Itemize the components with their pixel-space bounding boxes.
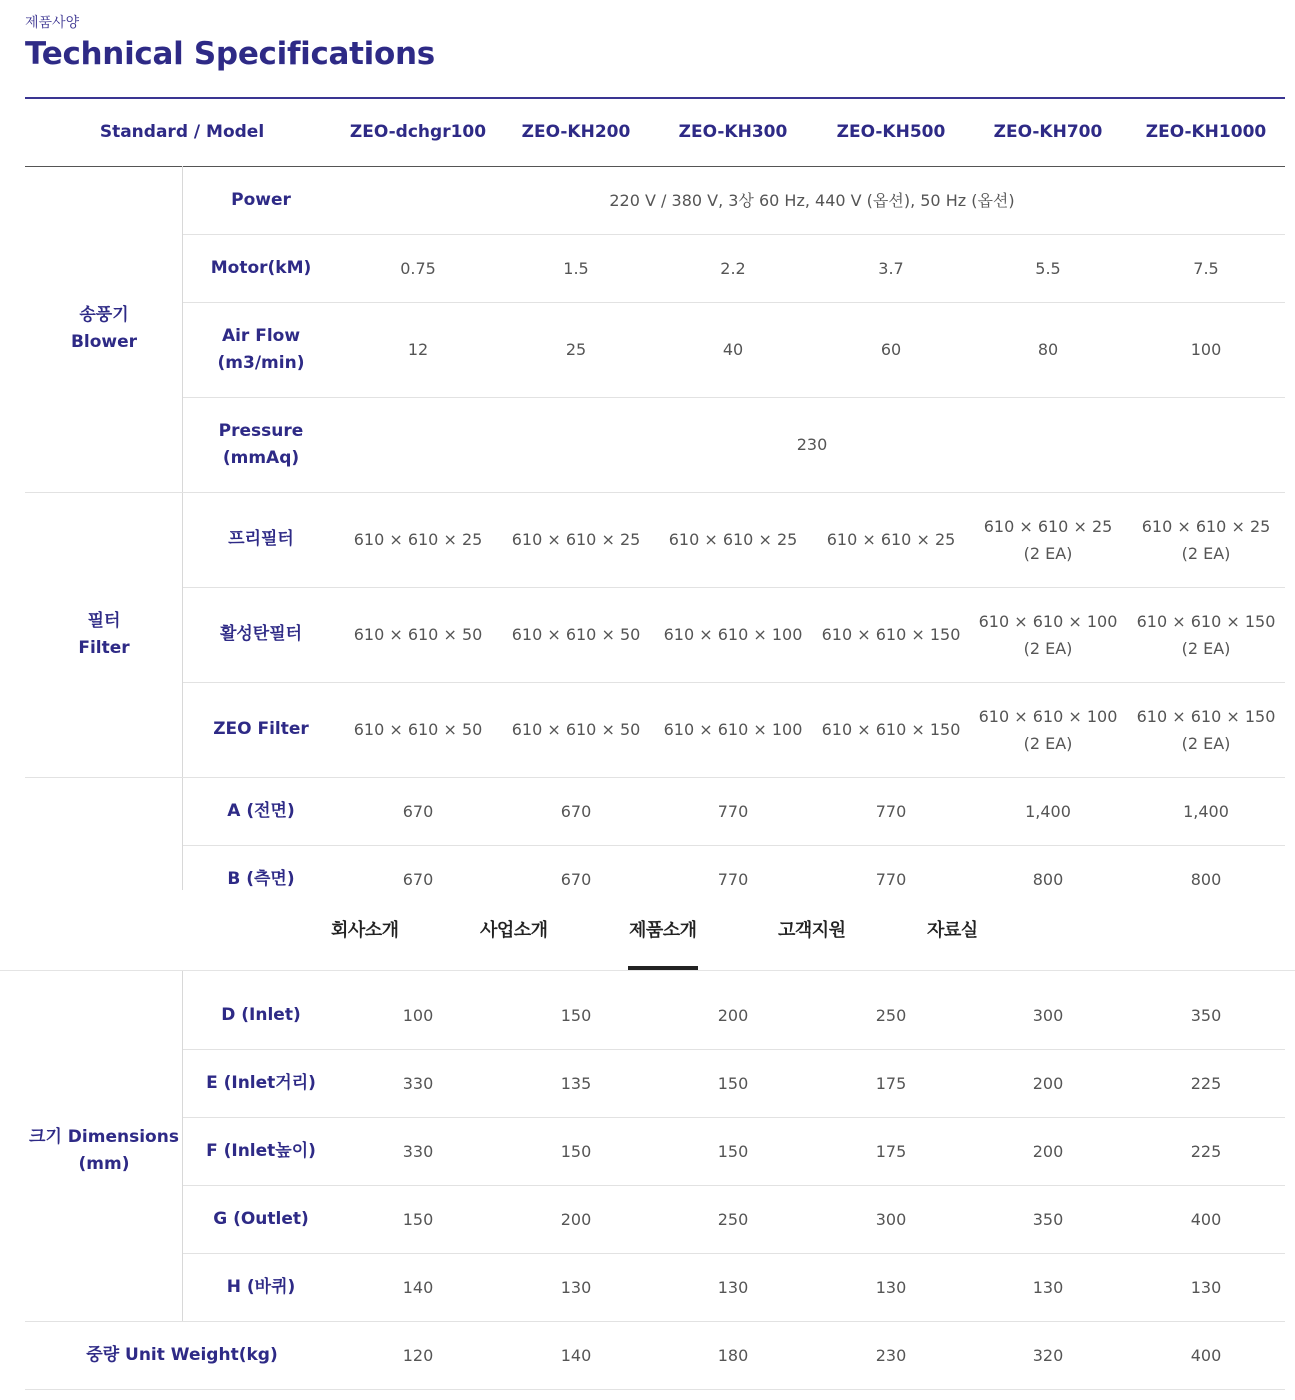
table-cell: 200 (717, 1005, 749, 1025)
table-cell: 7.5 (1193, 258, 1219, 278)
page-kicker: 제품사양 (25, 15, 80, 31)
table-cell: 300 (1032, 1005, 1064, 1025)
table-cell: 320 (1032, 1345, 1064, 1365)
table-cell: 610 × 610 × 150 (2 EA) (1136, 706, 1276, 753)
table-cell: 1,400 (1025, 801, 1071, 821)
table-cell: 610 × 610 × 100 (2 EA) (978, 706, 1118, 753)
table-cell: 130 (1190, 1277, 1222, 1297)
row-span-value: 220 V / 380 V, 3상 60 Hz, 440 V (옵션), 50 Hz (옵션) (609, 190, 1015, 210)
table-cell: 610 × 610 × 25 (2 EA) (983, 516, 1113, 563)
table-cell: 610 × 610 × 100 (663, 625, 803, 644)
table-cell: 250 (875, 1005, 907, 1025)
table-cell: 610 × 610 × 50 (511, 625, 641, 644)
table-cell: 225 (1190, 1073, 1222, 1093)
table-cell: 770 (717, 801, 749, 821)
table-cell: 180 (717, 1345, 749, 1365)
row-label: E (Inlet거리) (206, 1072, 316, 1093)
table-cell: 610 × 610 × 50 (353, 720, 483, 739)
row-label: Air Flow (m3/min) (217, 325, 305, 373)
nav-item-archive[interactable]: 자료실 (927, 920, 978, 941)
row-label: Pressure (mmAq) (218, 420, 304, 468)
table-cell: 140 (402, 1277, 434, 1297)
nav-item-support[interactable]: 고객지원 (778, 920, 846, 941)
table-cell: 400 (1190, 1209, 1222, 1229)
table-cell: 610 × 610 × 150 (821, 625, 961, 644)
table-cell: 200 (1032, 1141, 1064, 1161)
table-cell: 150 (560, 1005, 592, 1025)
table-cell: 610 × 610 × 25 (826, 530, 956, 549)
table-cell: 230 (875, 1345, 907, 1365)
table-cell: 120 (402, 1345, 434, 1365)
table-cell: 150 (402, 1209, 434, 1229)
row-label: ZEO Filter (213, 719, 309, 739)
row-span-value: 230 (796, 435, 828, 454)
table-cell: 330 (402, 1073, 434, 1093)
table-cell: 2.2 (720, 258, 746, 278)
table-cell: 175 (875, 1073, 907, 1093)
table-cell: 670 (402, 801, 434, 821)
table-cell: 135 (560, 1073, 592, 1093)
table-cell: 100 (402, 1005, 434, 1025)
table-cell: 40 (722, 340, 744, 359)
row-label: Power (231, 189, 291, 210)
table-cell: 130 (717, 1277, 749, 1297)
main-nav-bar (0, 890, 1295, 971)
table-cell: 140 (560, 1345, 592, 1365)
table-cell: 610 × 610 × 25 (668, 530, 798, 549)
row-label: G (Outlet) (213, 1208, 309, 1229)
model-header: ZEO-KH700 (993, 122, 1103, 142)
table-cell: 610 × 610 × 50 (511, 720, 641, 739)
table-cell: 610 × 610 × 25 (2 EA) (1141, 516, 1271, 563)
table-cell: 330 (402, 1141, 434, 1161)
table-cell: 610 × 610 × 25 (511, 530, 641, 549)
table-cell: 5.5 (1035, 258, 1061, 278)
model-header: ZEO-KH1000 (1145, 122, 1267, 142)
table-cell: 130 (875, 1277, 907, 1297)
nav-item-products[interactable]: 제품소개 (629, 920, 697, 941)
table-cell: 130 (560, 1277, 592, 1297)
table-cell: 800 (1032, 869, 1064, 889)
row-label: 활성탄필터 (219, 624, 303, 644)
table-cell: 200 (560, 1209, 592, 1229)
nav-active-indicator (628, 966, 698, 970)
table-cell: 150 (717, 1073, 749, 1093)
table-cell: 610 × 610 × 50 (353, 625, 483, 644)
table-cell: 25 (565, 340, 587, 359)
table-cell: 610 × 610 × 100 (2 EA) (978, 611, 1118, 658)
table-cell: 100 (1190, 340, 1222, 359)
group-label-filter: 필터 Filter (78, 610, 130, 658)
table-cell: 350 (1032, 1209, 1064, 1229)
table-cell: 3.7 (878, 258, 904, 278)
row-label: 중량 Unit Weight(kg) (86, 1344, 278, 1365)
table-cell: 0.75 (400, 258, 436, 278)
model-header: ZEO-dchgr100 (349, 122, 487, 142)
table-cell: 610 × 610 × 150 (2 EA) (1136, 611, 1276, 658)
group-label-blower: 송풍기 Blower (70, 305, 138, 352)
table-cell: 80 (1037, 340, 1059, 359)
table-cell: 610 × 610 × 100 (663, 720, 803, 739)
table-cell: 1,400 (1183, 801, 1229, 821)
table-cell: 12 (407, 340, 429, 359)
table-cell: 800 (1190, 869, 1222, 889)
model-header: ZEO-KH300 (678, 122, 788, 142)
row-label: F (Inlet높이) (206, 1140, 316, 1161)
table-bottom-rule (25, 1389, 1285, 1390)
row-label: 프리필터 (228, 529, 294, 549)
nav-item-business[interactable]: 사업소개 (480, 920, 548, 941)
table-cell: 250 (717, 1209, 749, 1229)
table-header-label: Standard / Model (99, 122, 265, 142)
row-label: Motor(kM) (210, 257, 312, 278)
table-cell: 610 × 610 × 25 (353, 530, 483, 549)
table-cell: 670 (560, 801, 592, 821)
table-cell: 670 (560, 869, 592, 889)
table-cell: 60 (880, 340, 902, 359)
table-cell: 770 (875, 801, 907, 821)
row-label: H (바퀴) (226, 1276, 296, 1297)
model-header: ZEO-KH500 (836, 122, 946, 142)
table-cell: 225 (1190, 1141, 1222, 1161)
table-cell: 670 (402, 869, 434, 889)
table-cell: 770 (717, 869, 749, 889)
row-label: B (측면) (227, 868, 295, 889)
table-cell: 150 (560, 1141, 592, 1161)
table-cell: 770 (875, 869, 907, 889)
table-cell: 200 (1032, 1073, 1064, 1093)
group-label-dimensions: 크기 Dimensions (mm) (29, 1127, 179, 1174)
row-label: D (Inlet) (221, 1004, 301, 1025)
table-cell: 400 (1190, 1345, 1222, 1365)
table-cell: 610 × 610 × 150 (821, 720, 961, 739)
table-cell: 1.5 (563, 258, 589, 278)
page-title: Technical Specifications (25, 36, 435, 72)
nav-item-company[interactable]: 회사소개 (331, 920, 399, 941)
table-cell: 150 (717, 1141, 749, 1161)
table-cell: 300 (875, 1209, 907, 1229)
model-header: ZEO-KH200 (521, 122, 631, 142)
table-cell: 350 (1190, 1005, 1222, 1025)
row-label: A (전면) (227, 800, 295, 821)
table-cell: 130 (1032, 1277, 1064, 1297)
table-cell: 175 (875, 1141, 907, 1161)
